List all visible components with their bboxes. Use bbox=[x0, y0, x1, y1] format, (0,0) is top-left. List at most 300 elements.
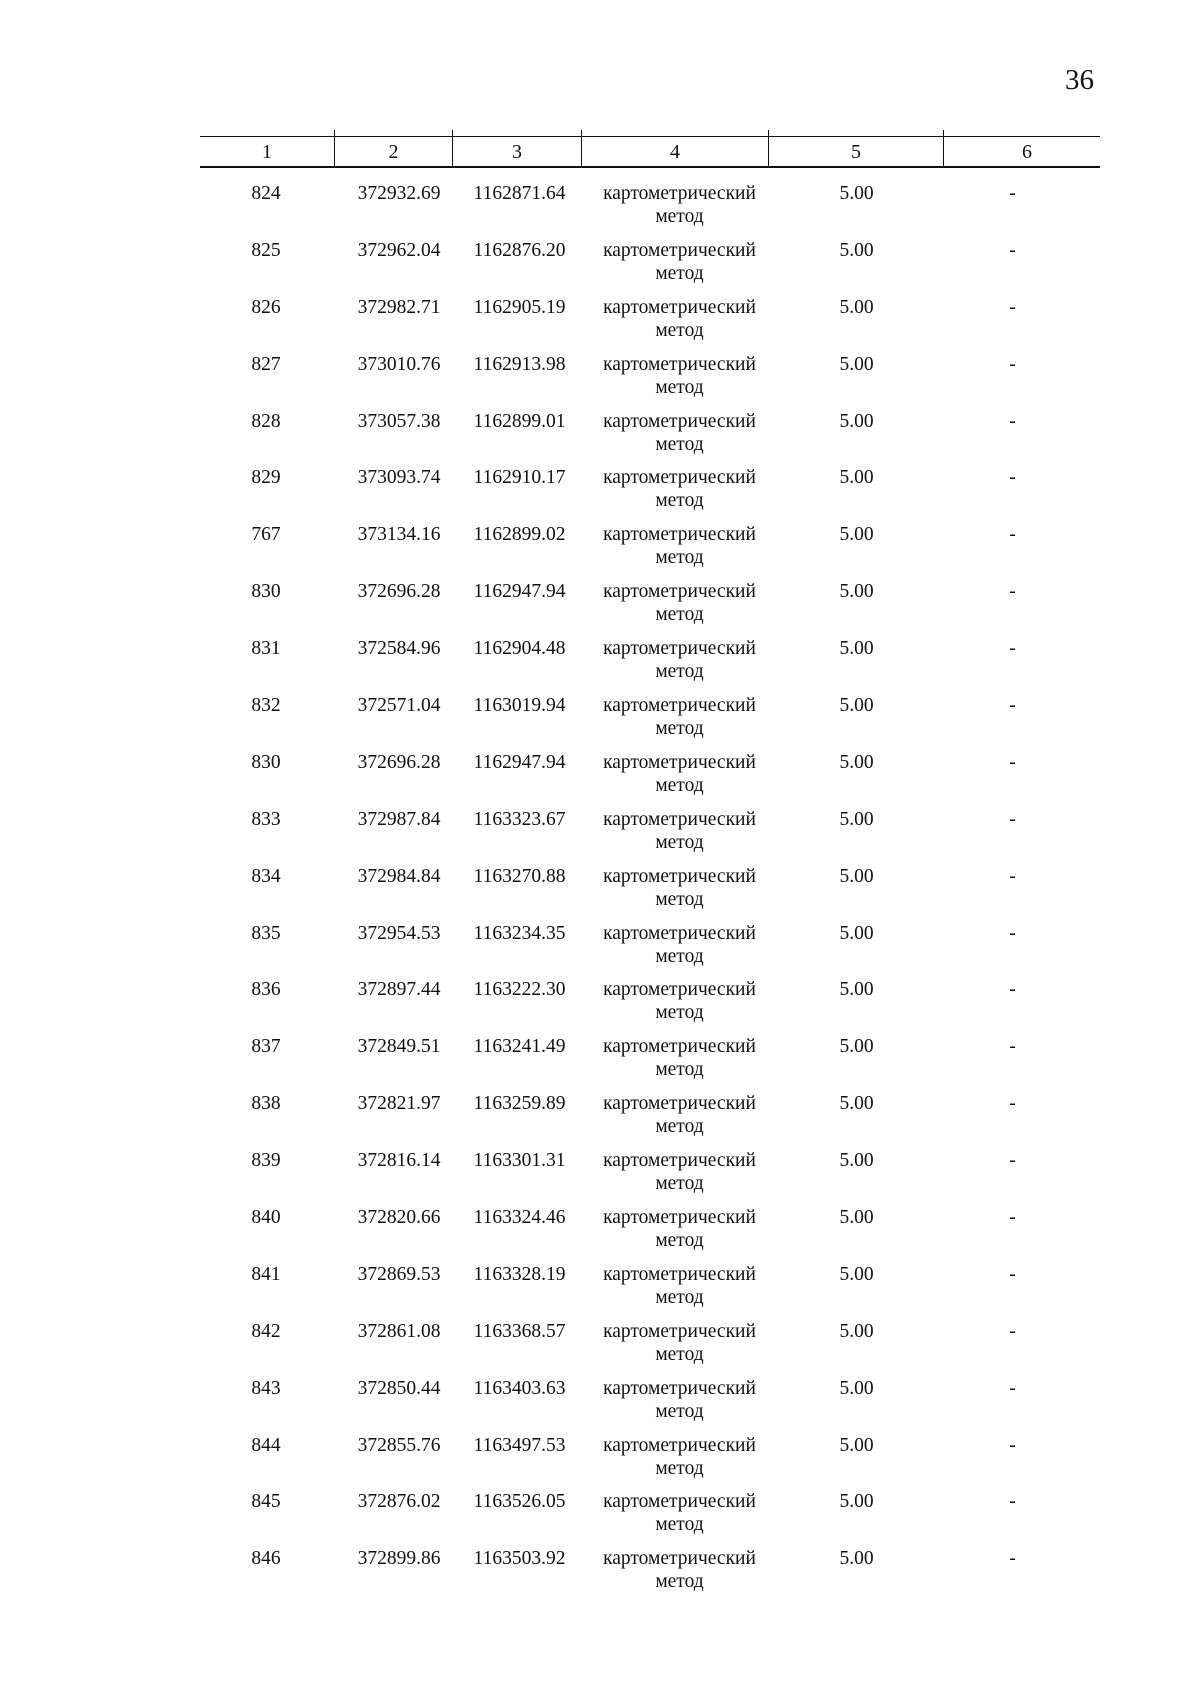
x-coordinate-cell-text: 372899.86 bbox=[357, 1548, 441, 1570]
point-number-cell-text: 827 bbox=[251, 353, 281, 375]
point-number-cell bbox=[200, 978, 334, 1035]
point-number-cell bbox=[200, 1263, 334, 1320]
method-cell bbox=[581, 751, 768, 808]
method-line-2: метод bbox=[655, 1286, 704, 1308]
note-cell bbox=[943, 694, 1100, 751]
x-coordinate-cell bbox=[334, 580, 452, 637]
y-coordinate-cell-text: 1163503.92 bbox=[473, 1548, 566, 1570]
point-number-cell bbox=[200, 865, 334, 922]
y-coordinate-cell bbox=[452, 1547, 581, 1604]
x-coordinate-cell bbox=[334, 978, 452, 1035]
accuracy-cell-text: 5.00 bbox=[839, 695, 874, 717]
y-coordinate-cell bbox=[452, 523, 581, 580]
table-row bbox=[200, 637, 1100, 694]
note-cell bbox=[943, 182, 1100, 239]
method-line-2: метод bbox=[655, 319, 704, 341]
method-line-1: картометрический bbox=[603, 1377, 756, 1399]
accuracy-cell bbox=[768, 1263, 943, 1320]
point-number-cell bbox=[200, 1490, 334, 1547]
point-number-cell-text: 844 bbox=[251, 1434, 281, 1456]
method-line-1: картометрический bbox=[603, 410, 756, 432]
method-cell bbox=[581, 353, 768, 410]
method-cell bbox=[581, 1547, 768, 1604]
table-row bbox=[200, 1490, 1100, 1547]
y-coordinate-cell-text: 1162899.01 bbox=[473, 410, 566, 432]
note-cell bbox=[943, 466, 1100, 523]
x-coordinate-cell-text: 372897.44 bbox=[357, 979, 441, 1001]
point-number-cell-text: 842 bbox=[251, 1320, 281, 1342]
note-cell-text: - bbox=[1009, 695, 1016, 717]
y-coordinate-cell-text: 1162899.02 bbox=[473, 524, 566, 546]
method-line-1: картометрический bbox=[603, 922, 756, 944]
note-cell-text: - bbox=[1009, 1548, 1016, 1570]
point-number-cell-text: 828 bbox=[251, 410, 281, 432]
accuracy-cell bbox=[768, 922, 943, 979]
y-coordinate-cell-text: 1163259.89 bbox=[473, 1093, 566, 1115]
note-cell bbox=[943, 1206, 1100, 1263]
accuracy-cell bbox=[768, 182, 943, 239]
method-line-1: картометрический bbox=[603, 1263, 756, 1285]
x-coordinate-cell-text: 373134.16 bbox=[357, 524, 441, 546]
point-number-cell bbox=[200, 580, 334, 637]
accuracy-cell bbox=[768, 1206, 943, 1263]
accuracy-cell-text: 5.00 bbox=[839, 581, 874, 603]
x-coordinate-cell bbox=[334, 1263, 452, 1320]
x-coordinate-cell-text: 372861.08 bbox=[357, 1320, 441, 1342]
x-coordinate-cell-text: 372984.84 bbox=[357, 865, 441, 887]
accuracy-cell-text: 5.00 bbox=[839, 1434, 874, 1456]
point-number-cell bbox=[200, 353, 334, 410]
x-coordinate-cell bbox=[334, 1149, 452, 1206]
method-line-2: метод bbox=[655, 433, 704, 455]
x-coordinate-cell bbox=[334, 1092, 452, 1149]
point-number-cell bbox=[200, 296, 334, 353]
point-number-cell bbox=[200, 637, 334, 694]
method-cell bbox=[581, 410, 768, 467]
method-line-2: метод bbox=[655, 547, 704, 569]
method-cell bbox=[581, 808, 768, 865]
method-line-2: метод bbox=[655, 604, 704, 626]
accuracy-cell-text: 5.00 bbox=[839, 638, 874, 660]
method-line-2: метод bbox=[655, 831, 704, 853]
method-cell bbox=[581, 1035, 768, 1092]
note-cell bbox=[943, 1320, 1100, 1377]
point-number-cell bbox=[200, 523, 334, 580]
note-cell-text: - bbox=[1009, 239, 1016, 261]
point-number-cell-text: 832 bbox=[251, 695, 281, 717]
point-number-cell bbox=[200, 1149, 334, 1206]
y-coordinate-cell-text: 1162910.17 bbox=[473, 467, 566, 489]
x-coordinate-cell bbox=[334, 1206, 452, 1263]
method-line-2: метод bbox=[655, 661, 704, 683]
x-coordinate-cell bbox=[334, 922, 452, 979]
method-cell bbox=[581, 637, 768, 694]
method-line-2: метод bbox=[655, 1059, 704, 1081]
y-coordinate-cell bbox=[452, 182, 581, 239]
accuracy-cell bbox=[768, 751, 943, 808]
table-row bbox=[200, 1434, 1100, 1491]
y-coordinate-cell bbox=[452, 580, 581, 637]
x-coordinate-cell-text: 372696.28 bbox=[357, 581, 441, 603]
accuracy-cell bbox=[768, 1434, 943, 1491]
table-row bbox=[200, 523, 1100, 580]
method-line-2: метод bbox=[655, 718, 704, 740]
table-row bbox=[200, 1547, 1100, 1604]
point-number-cell bbox=[200, 1377, 334, 1434]
method-line-2: метод bbox=[655, 888, 704, 910]
x-coordinate-cell bbox=[334, 410, 452, 467]
note-cell-text: - bbox=[1009, 467, 1016, 489]
accuracy-cell-text: 5.00 bbox=[839, 1491, 874, 1513]
note-cell bbox=[943, 410, 1100, 467]
table-row bbox=[200, 978, 1100, 1035]
accuracy-cell bbox=[768, 694, 943, 751]
x-coordinate-cell-text: 372987.84 bbox=[357, 808, 441, 830]
note-cell-text: - bbox=[1009, 296, 1016, 318]
x-coordinate-cell-text: 372954.53 bbox=[357, 922, 441, 944]
point-number-cell bbox=[200, 808, 334, 865]
table-row bbox=[200, 694, 1100, 751]
accuracy-cell-text: 5.00 bbox=[839, 353, 874, 375]
page-number: 36 bbox=[1065, 64, 1094, 96]
x-coordinate-cell bbox=[334, 523, 452, 580]
y-coordinate-cell-text: 1163234.35 bbox=[473, 922, 566, 944]
method-cell bbox=[581, 182, 768, 239]
accuracy-cell bbox=[768, 410, 943, 467]
note-cell-text: - bbox=[1009, 183, 1016, 204]
y-coordinate-cell bbox=[452, 1035, 581, 1092]
note-cell-text: - bbox=[1009, 1320, 1016, 1342]
table-row bbox=[200, 410, 1100, 467]
accuracy-cell bbox=[768, 1149, 943, 1206]
method-line-2: метод bbox=[655, 1002, 704, 1024]
note-cell-text: - bbox=[1009, 1150, 1016, 1172]
note-cell bbox=[943, 1490, 1100, 1547]
y-coordinate-cell bbox=[452, 410, 581, 467]
note-cell-text: - bbox=[1009, 1036, 1016, 1058]
point-number-cell-text: 839 bbox=[251, 1150, 281, 1172]
accuracy-cell bbox=[768, 580, 943, 637]
y-coordinate-cell bbox=[452, 1206, 581, 1263]
point-number-cell-text: 836 bbox=[251, 979, 281, 1001]
note-cell bbox=[943, 1263, 1100, 1320]
method-cell bbox=[581, 580, 768, 637]
table-row bbox=[200, 1206, 1100, 1263]
y-coordinate-cell-text: 1162913.98 bbox=[473, 353, 566, 375]
y-coordinate-cell bbox=[452, 1434, 581, 1491]
table-row bbox=[200, 1149, 1100, 1206]
method-line-2: метод bbox=[655, 1457, 704, 1479]
point-number-cell bbox=[200, 1320, 334, 1377]
x-coordinate-cell bbox=[334, 865, 452, 922]
table-row bbox=[200, 1263, 1100, 1320]
accuracy-cell-text: 5.00 bbox=[839, 467, 874, 489]
point-number-cell-text: 838 bbox=[251, 1093, 281, 1115]
y-coordinate-cell bbox=[452, 296, 581, 353]
method-line-1: картометрический bbox=[603, 808, 756, 830]
table-row bbox=[200, 580, 1100, 637]
y-coordinate-cell bbox=[452, 1377, 581, 1434]
table-row bbox=[200, 865, 1100, 922]
y-coordinate-cell bbox=[452, 466, 581, 523]
x-coordinate-cell bbox=[334, 353, 452, 410]
method-line-1: картометрический bbox=[603, 524, 756, 546]
table-row bbox=[200, 1092, 1100, 1149]
point-number-cell-text: 831 bbox=[251, 638, 281, 660]
note-cell-text: - bbox=[1009, 1263, 1016, 1285]
method-cell bbox=[581, 1263, 768, 1320]
y-coordinate-cell-text: 1163368.57 bbox=[473, 1320, 566, 1342]
accuracy-cell-text: 5.00 bbox=[839, 239, 874, 261]
point-number-cell-text: 829 bbox=[251, 467, 281, 489]
point-number-cell bbox=[200, 1547, 334, 1604]
method-line-2: метод bbox=[655, 1400, 704, 1422]
note-cell bbox=[943, 808, 1100, 865]
note-cell-text: - bbox=[1009, 1377, 1016, 1399]
method-line-1: картометрический bbox=[603, 581, 756, 603]
accuracy-cell-text: 5.00 bbox=[839, 1036, 874, 1058]
y-coordinate-cell bbox=[452, 751, 581, 808]
table-row bbox=[200, 1377, 1100, 1434]
x-coordinate-cell bbox=[334, 1490, 452, 1547]
note-cell bbox=[943, 978, 1100, 1035]
method-line-2: метод bbox=[655, 490, 704, 512]
y-coordinate-cell-text: 1162905.19 bbox=[473, 296, 566, 318]
note-cell-text: - bbox=[1009, 751, 1016, 773]
note-cell-text: - bbox=[1009, 979, 1016, 1001]
point-number-cell-text: 846 bbox=[251, 1548, 281, 1570]
accuracy-cell bbox=[768, 466, 943, 523]
accuracy-cell-text: 5.00 bbox=[839, 1377, 874, 1399]
accuracy-cell bbox=[768, 1547, 943, 1604]
method-line-1: картометрический bbox=[603, 1548, 756, 1570]
note-cell-text: - bbox=[1009, 581, 1016, 603]
point-number-cell-text: 840 bbox=[251, 1207, 281, 1229]
accuracy-cell-text: 5.00 bbox=[839, 979, 874, 1001]
x-coordinate-cell-text: 372816.14 bbox=[357, 1150, 441, 1172]
method-line-1: картометрический bbox=[603, 979, 756, 1001]
x-coordinate-cell-text: 373093.74 bbox=[357, 467, 441, 489]
x-coordinate-cell bbox=[334, 239, 452, 296]
table-row bbox=[200, 1320, 1100, 1377]
point-number-cell-text: 830 bbox=[251, 751, 281, 773]
y-coordinate-cell-text: 1163497.53 bbox=[473, 1434, 566, 1456]
point-number-cell-text: 824 bbox=[251, 183, 281, 204]
y-coordinate-cell bbox=[452, 922, 581, 979]
method-cell bbox=[581, 1434, 768, 1491]
point-number-cell-text: 767 bbox=[251, 524, 281, 546]
y-coordinate-cell bbox=[452, 1263, 581, 1320]
y-coordinate-cell bbox=[452, 1490, 581, 1547]
y-coordinate-cell-text: 1162904.48 bbox=[473, 638, 566, 660]
accuracy-cell-text: 5.00 bbox=[839, 410, 874, 432]
x-coordinate-cell bbox=[334, 466, 452, 523]
accuracy-cell bbox=[768, 1490, 943, 1547]
accuracy-cell bbox=[768, 637, 943, 694]
method-line-1: картометрический bbox=[603, 1207, 756, 1229]
method-line-2: метод bbox=[655, 206, 704, 227]
point-number-cell-text: 826 bbox=[251, 296, 281, 318]
method-cell bbox=[581, 922, 768, 979]
method-cell bbox=[581, 1092, 768, 1149]
method-line-1: картометрический bbox=[603, 467, 756, 489]
point-number-cell bbox=[200, 1434, 334, 1491]
x-coordinate-cell bbox=[334, 1434, 452, 1491]
method-cell bbox=[581, 1377, 768, 1434]
y-coordinate-cell-text: 1163241.49 bbox=[473, 1036, 566, 1058]
table-row bbox=[200, 922, 1100, 979]
x-coordinate-cell bbox=[334, 296, 452, 353]
accuracy-cell-text: 5.00 bbox=[839, 183, 874, 204]
x-coordinate-cell bbox=[334, 182, 452, 239]
method-line-1: картометрический bbox=[603, 239, 756, 261]
method-cell bbox=[581, 296, 768, 353]
accuracy-cell-text: 5.00 bbox=[839, 865, 874, 887]
note-cell bbox=[943, 1434, 1100, 1491]
table-row bbox=[200, 466, 1100, 523]
accuracy-cell bbox=[768, 1377, 943, 1434]
note-cell bbox=[943, 580, 1100, 637]
point-number-cell-text: 830 bbox=[251, 581, 281, 603]
point-number-cell-text: 841 bbox=[251, 1263, 281, 1285]
accuracy-cell-text: 5.00 bbox=[839, 1150, 874, 1172]
accuracy-cell bbox=[768, 1092, 943, 1149]
table-row bbox=[200, 1035, 1100, 1092]
note-cell-text: - bbox=[1009, 638, 1016, 660]
method-line-1: картометрический bbox=[603, 296, 756, 318]
y-coordinate-cell-text: 1163222.30 bbox=[473, 979, 566, 1001]
x-coordinate-cell-text: 373057.38 bbox=[357, 410, 441, 432]
y-coordinate-cell-text: 1163270.88 bbox=[473, 865, 566, 887]
method-line-1: картометрический bbox=[603, 1093, 756, 1115]
y-coordinate-cell bbox=[452, 694, 581, 751]
point-number-cell bbox=[200, 1092, 334, 1149]
accuracy-cell bbox=[768, 353, 943, 410]
x-coordinate-cell-text: 372850.44 bbox=[357, 1377, 441, 1399]
y-coordinate-cell bbox=[452, 239, 581, 296]
y-coordinate-cell-text: 1162876.20 bbox=[473, 239, 566, 261]
y-coordinate-cell-text: 1163323.67 bbox=[473, 808, 566, 830]
accuracy-cell bbox=[768, 1320, 943, 1377]
point-number-cell bbox=[200, 751, 334, 808]
x-coordinate-cell bbox=[334, 751, 452, 808]
y-coordinate-cell-text: 1163301.31 bbox=[473, 1150, 566, 1172]
method-line-2: метод bbox=[655, 945, 704, 967]
note-cell-text: - bbox=[1009, 410, 1016, 432]
note-cell bbox=[943, 353, 1100, 410]
method-line-1: картометрический bbox=[603, 1434, 756, 1456]
x-coordinate-cell-text: 372876.02 bbox=[357, 1491, 441, 1513]
note-cell-text: - bbox=[1009, 1434, 1016, 1456]
note-cell bbox=[943, 1377, 1100, 1434]
y-coordinate-cell-text: 1163526.05 bbox=[473, 1491, 566, 1513]
y-coordinate-cell-text: 1163403.63 bbox=[473, 1377, 566, 1399]
accuracy-cell bbox=[768, 239, 943, 296]
x-coordinate-cell-text: 372584.96 bbox=[357, 638, 441, 660]
method-cell bbox=[581, 1320, 768, 1377]
table-row bbox=[200, 296, 1100, 353]
note-cell bbox=[943, 637, 1100, 694]
table-header-row bbox=[200, 130, 1100, 168]
column-header-1: 1 bbox=[262, 140, 272, 163]
accuracy-cell bbox=[768, 808, 943, 865]
x-coordinate-cell-text: 372855.76 bbox=[357, 1434, 441, 1456]
column-header-2: 2 bbox=[334, 130, 452, 168]
accuracy-cell-text: 5.00 bbox=[839, 1093, 874, 1115]
accuracy-cell-text: 5.00 bbox=[839, 524, 874, 546]
note-cell bbox=[943, 523, 1100, 580]
method-cell bbox=[581, 466, 768, 523]
method-line-1: картометрический bbox=[603, 865, 756, 887]
accuracy-cell-text: 5.00 bbox=[839, 1207, 874, 1229]
point-number-cell bbox=[200, 694, 334, 751]
x-coordinate-cell bbox=[334, 1035, 452, 1092]
point-number-cell bbox=[200, 182, 334, 239]
note-cell-text: - bbox=[1009, 524, 1016, 546]
accuracy-cell bbox=[768, 296, 943, 353]
point-number-cell-text: 834 bbox=[251, 865, 281, 887]
column-header-3: 3 bbox=[452, 130, 581, 168]
x-coordinate-cell-text: 372962.04 bbox=[357, 239, 441, 261]
x-coordinate-cell-text: 372982.71 bbox=[357, 296, 441, 318]
point-number-cell-text: 825 bbox=[251, 239, 281, 261]
x-coordinate-cell bbox=[334, 1377, 452, 1434]
note-cell bbox=[943, 1547, 1100, 1604]
table-body bbox=[200, 182, 1100, 1604]
coordinates-table bbox=[200, 130, 1100, 1604]
method-line-1: картометрический bbox=[603, 1491, 756, 1513]
note-cell bbox=[943, 1149, 1100, 1206]
y-coordinate-cell bbox=[452, 1092, 581, 1149]
table-row bbox=[200, 353, 1100, 410]
method-line-2: метод bbox=[655, 1230, 704, 1252]
method-cell bbox=[581, 1149, 768, 1206]
note-cell-text: - bbox=[1009, 353, 1016, 375]
x-coordinate-cell-text: 372820.66 bbox=[357, 1207, 441, 1229]
x-coordinate-cell bbox=[334, 1320, 452, 1377]
x-coordinate-cell-text: 373010.76 bbox=[357, 353, 441, 375]
method-line-1: картометрический bbox=[603, 1036, 756, 1058]
x-coordinate-cell bbox=[334, 1547, 452, 1604]
y-coordinate-cell bbox=[452, 353, 581, 410]
note-cell bbox=[943, 922, 1100, 979]
accuracy-cell bbox=[768, 978, 943, 1035]
method-line-2: метод bbox=[655, 774, 704, 796]
point-number-cell-text: 843 bbox=[251, 1377, 281, 1399]
y-coordinate-cell bbox=[452, 865, 581, 922]
y-coordinate-cell-text: 1162947.94 bbox=[473, 751, 566, 773]
x-coordinate-cell bbox=[334, 637, 452, 694]
accuracy-cell-text: 5.00 bbox=[839, 1320, 874, 1342]
y-coordinate-cell bbox=[452, 1320, 581, 1377]
note-cell-text: - bbox=[1009, 1491, 1016, 1513]
point-number-cell bbox=[200, 466, 334, 523]
x-coordinate-cell-text: 372932.69 bbox=[357, 183, 441, 204]
accuracy-cell-text: 5.00 bbox=[839, 1548, 874, 1570]
accuracy-cell bbox=[768, 523, 943, 580]
table-row bbox=[200, 239, 1100, 296]
note-cell bbox=[943, 1035, 1100, 1092]
accuracy-cell bbox=[768, 865, 943, 922]
y-coordinate-cell-text: 1163019.94 bbox=[473, 695, 566, 717]
method-line-1: картометрический bbox=[603, 751, 756, 773]
x-coordinate-cell-text: 372696.28 bbox=[357, 751, 441, 773]
x-coordinate-cell-text: 372849.51 bbox=[357, 1036, 441, 1058]
column-header-4: 4 bbox=[581, 130, 768, 168]
accuracy-cell-text: 5.00 bbox=[839, 922, 874, 944]
table-row bbox=[200, 182, 1100, 239]
y-coordinate-cell-text: 1163324.46 bbox=[473, 1207, 566, 1229]
